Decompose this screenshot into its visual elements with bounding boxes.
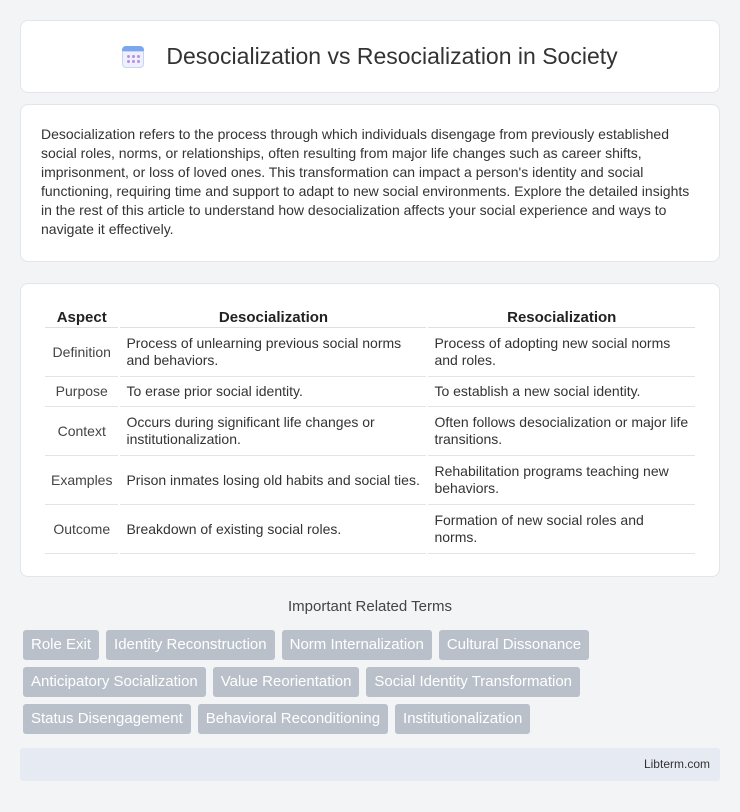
resocialization-cell: Rehabilitation programs teaching new behaviors. xyxy=(428,456,695,505)
resocialization-cell: Formation of new social roles and norms. xyxy=(428,505,695,554)
column-header-resocialization: Resocialization xyxy=(428,304,695,328)
aspect-cell: Outcome xyxy=(45,505,118,554)
related-term-tag[interactable]: Role Exit xyxy=(23,630,99,660)
tag-row xyxy=(23,630,723,660)
related-term-tag[interactable]: Status Disengagement xyxy=(23,704,191,734)
desocialization-cell: Prison inmates losing old habits and social ties. xyxy=(120,456,426,505)
aspect-cell: Examples xyxy=(45,456,118,505)
footer-site-link[interactable]: Libterm.com xyxy=(643,757,710,771)
calendar-icon xyxy=(122,46,144,68)
tag-row xyxy=(23,704,723,734)
page-title: Desocialization vs Resocialization in Society xyxy=(166,43,618,69)
resocialization-cell: Process of adopting new social norms and roles. xyxy=(428,328,695,377)
desocialization-cell: Occurs during significant life changes or institutionalization. xyxy=(120,407,426,456)
related-term-tag[interactable]: Behavioral Reconditioning xyxy=(198,704,388,734)
footer xyxy=(20,748,720,781)
tag-row xyxy=(23,667,723,697)
related-terms-list xyxy=(23,630,723,741)
comparison-table xyxy=(43,304,697,554)
related-term-tag[interactable]: Value Reorientation xyxy=(213,667,360,697)
intro-paragraph: Desocialization refers to the process through which individuals disengage from previously established social roles, norms, or relationships, often resulting from major life changes such as career shifts, imprisonment, or loss of loved ones. This transformation can impact a person's identity and social functioning, requiring time and support to adapt to new social environments. Explore the detailed insights in the rest of this article to understand how desocialization affects your social experience and ways to navigate it effectively. xyxy=(41,126,690,237)
table-row xyxy=(45,407,695,456)
aspect-cell: Context xyxy=(45,407,118,456)
aspect-cell: Purpose xyxy=(45,377,118,407)
resocialization-cell: Often follows desocialization or major life transitions. xyxy=(428,407,695,456)
header-card xyxy=(20,20,720,93)
related-term-tag[interactable]: Norm Internalization xyxy=(282,630,432,660)
table-row xyxy=(45,505,695,554)
related-term-tag[interactable]: Anticipatory Socialization xyxy=(23,667,206,697)
table-row xyxy=(45,456,695,505)
intro-card xyxy=(20,104,720,262)
desocialization-cell: Breakdown of existing social roles. xyxy=(120,505,426,554)
desocialization-cell: Process of unlearning previous social norms and behaviors. xyxy=(120,328,426,377)
related-term-tag[interactable]: Cultural Dissonance xyxy=(439,630,589,660)
desocialization-cell: To erase prior social identity. xyxy=(120,377,426,407)
table-header-row xyxy=(45,304,695,328)
related-term-tag[interactable]: Social Identity Transformation xyxy=(366,667,580,697)
table-row xyxy=(45,328,695,377)
column-header-desocialization: Desocialization xyxy=(120,304,426,328)
related-term-tag[interactable]: Identity Reconstruction xyxy=(106,630,275,660)
comparison-table-card xyxy=(20,283,720,577)
resocialization-cell: To establish a new social identity. xyxy=(428,377,695,407)
aspect-cell: Definition xyxy=(45,328,118,377)
title-wrap xyxy=(122,43,617,70)
related-terms-heading: Important Related Terms xyxy=(288,598,452,615)
related-term-tag[interactable]: Institutionalization xyxy=(395,704,530,734)
table-row xyxy=(45,377,695,407)
column-header-aspect: Aspect xyxy=(45,304,118,328)
